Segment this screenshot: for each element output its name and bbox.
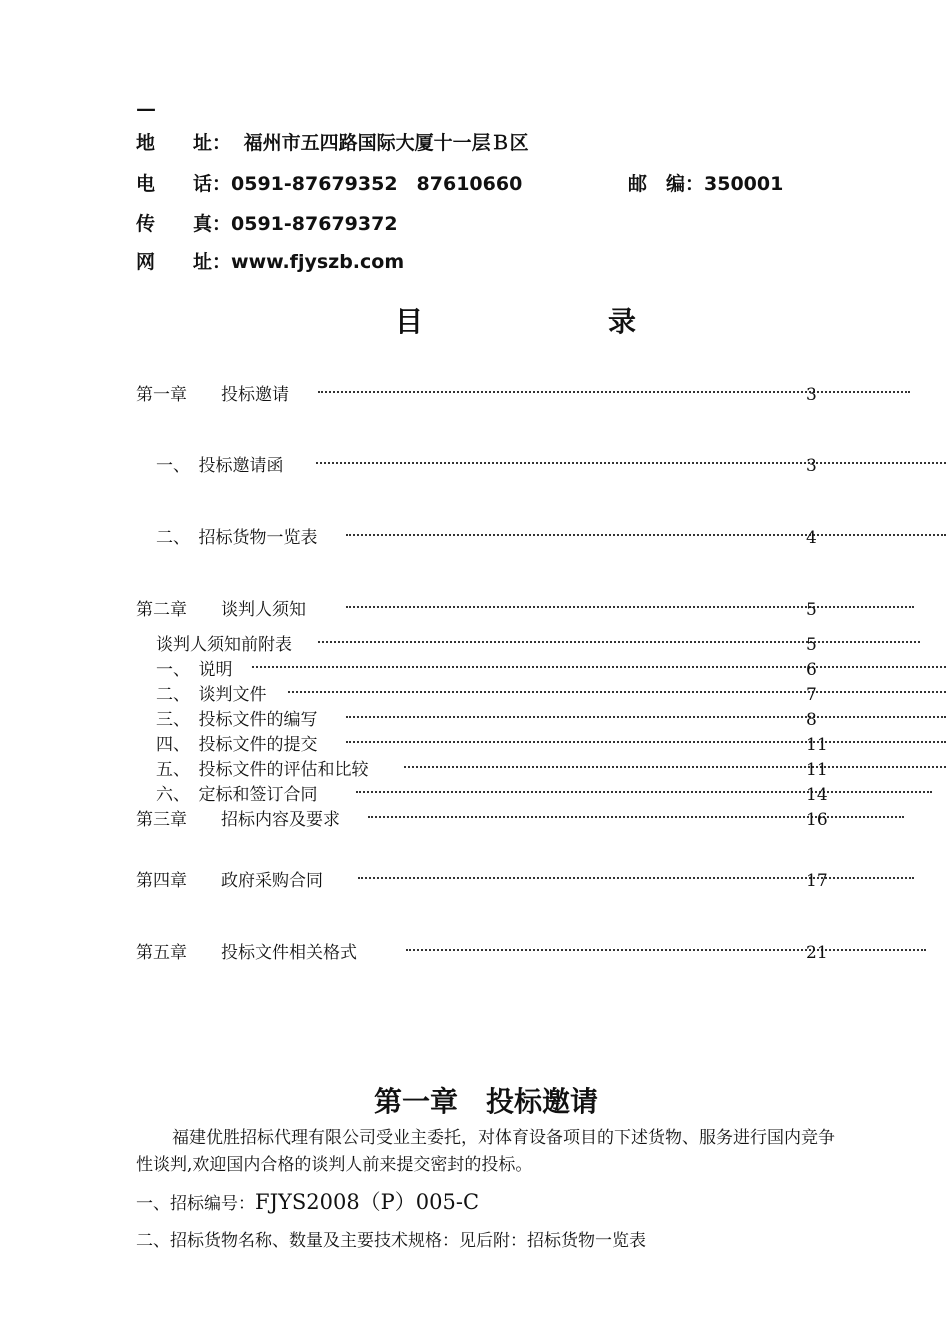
- address-label: 地 址：: [136, 132, 232, 154]
- tender-number-line: [136, 1186, 479, 1216]
- toc-title-right: 录: [608, 305, 637, 338]
- toc-entry-label: 谈判人须知前附表: [156, 635, 292, 655]
- toc-entry-page: 3: [806, 456, 817, 476]
- toc-entry-page: 17: [806, 871, 828, 891]
- toc-leader: [358, 877, 914, 879]
- toc-entry[interactable]: [136, 598, 836, 622]
- phone-label: 电 话：: [136, 173, 232, 195]
- toc-entry[interactable]: [156, 708, 836, 732]
- postcode-value: 350001: [704, 173, 784, 195]
- toc-title-left: 目: [395, 305, 424, 338]
- toc-leader: [318, 391, 910, 393]
- toc-entry-label: 六、 定标和签订合同: [156, 785, 318, 805]
- postcode-label: 邮 编：: [628, 173, 705, 195]
- toc-entry-page: 7: [806, 685, 817, 705]
- toc-entry-page: 4: [806, 528, 817, 548]
- toc-entry-page: 14: [806, 785, 828, 805]
- toc-entry[interactable]: [156, 758, 836, 782]
- address-value: 福州市五四路国际大厦十一层Ｂ区: [243, 132, 529, 154]
- website-label: 网 址：: [136, 251, 232, 273]
- toc-entry-label: 第三章 招标内容及要求: [136, 810, 340, 830]
- toc-leader: [252, 666, 946, 668]
- toc-entry-label: 三、 投标文件的编写: [156, 710, 318, 730]
- intro-paragraph: 福建优胜招标代理有限公司受业主委托，对体育设备项目的下述货物、服务进行国内竞争性谈判,欢迎国内合格的谈判人前来提交密封的投标。: [136, 1128, 835, 1175]
- toc-entry[interactable]: [156, 683, 836, 707]
- toc-entry-page: 11: [806, 760, 828, 780]
- goods-spec-line: 二、招标货物名称、数量及主要技术规格：见后附：招标货物一览表: [136, 1231, 646, 1251]
- toc-entry-label: 第二章 谈判人须知: [136, 600, 306, 620]
- toc-entry[interactable]: [156, 633, 836, 657]
- toc-entry-page: 3: [806, 385, 817, 405]
- toc-entry-page: 11: [806, 735, 828, 755]
- toc-entry[interactable]: [156, 733, 836, 757]
- toc-entry[interactable]: [136, 941, 836, 965]
- toc-leader: [346, 741, 946, 743]
- toc-entry[interactable]: [136, 383, 836, 407]
- toc-entry-label: 一、 说明: [156, 660, 233, 680]
- toc-leader: [318, 641, 920, 643]
- toc-entry[interactable]: [136, 869, 836, 893]
- toc-entry[interactable]: [136, 808, 836, 832]
- phone-value: 0591-87679352 87610660: [231, 173, 523, 195]
- address-line: [136, 128, 529, 155]
- toc-leader: [316, 462, 946, 464]
- phone-line: [136, 169, 522, 196]
- chapter-title: 第一章 投标邀请: [373, 1085, 598, 1118]
- toc-entry-label: 二、 招标货物一览表: [156, 528, 318, 548]
- toc-entry-page: 5: [806, 600, 817, 620]
- toc-entry-page: 16: [806, 810, 828, 830]
- postcode-line: [628, 169, 783, 196]
- fax-value: 0591-87679372: [231, 213, 398, 235]
- toc-entry-page: 5: [806, 635, 817, 655]
- website-value[interactable]: www.fjyszb.com: [231, 251, 405, 273]
- toc-entry-label: 四、 投标文件的提交: [156, 735, 318, 755]
- toc-entry[interactable]: [156, 526, 836, 550]
- toc-leader: [288, 691, 946, 693]
- toc-leader: [406, 949, 926, 951]
- tender-number-label: 一、招标编号：: [136, 1194, 255, 1214]
- toc-leader: [346, 534, 946, 536]
- toc-leader: [346, 606, 914, 608]
- toc-leader: [346, 716, 946, 718]
- website-line: [136, 247, 404, 274]
- toc-entry[interactable]: [156, 783, 836, 807]
- toc-entry-label: 一、 投标邀请函: [156, 456, 284, 476]
- toc-entry-page: 6: [806, 660, 817, 680]
- tender-number-value: FJYS2008（P）005-C: [255, 1190, 480, 1214]
- toc-leader: [356, 791, 932, 793]
- toc-leader: [404, 766, 946, 768]
- toc-entry-label: 第一章 投标邀请: [136, 385, 289, 405]
- toc-entry-label: 第五章 投标文件相关格式: [136, 943, 357, 963]
- toc-entry-label: 第四章 政府采购合同: [136, 871, 323, 891]
- fax-line: [136, 209, 398, 236]
- toc-entry-label: 五、 投标文件的评估和比较: [156, 760, 369, 780]
- toc-entry[interactable]: [156, 658, 836, 682]
- toc-entry-label: 二、 谈判文件: [156, 685, 267, 705]
- toc-entry-page: 21: [806, 943, 828, 963]
- toc-entry-page: 8: [806, 710, 817, 730]
- fax-label: 传 真：: [136, 213, 232, 235]
- header-dash: —: [136, 96, 156, 120]
- toc-entry[interactable]: [156, 454, 836, 478]
